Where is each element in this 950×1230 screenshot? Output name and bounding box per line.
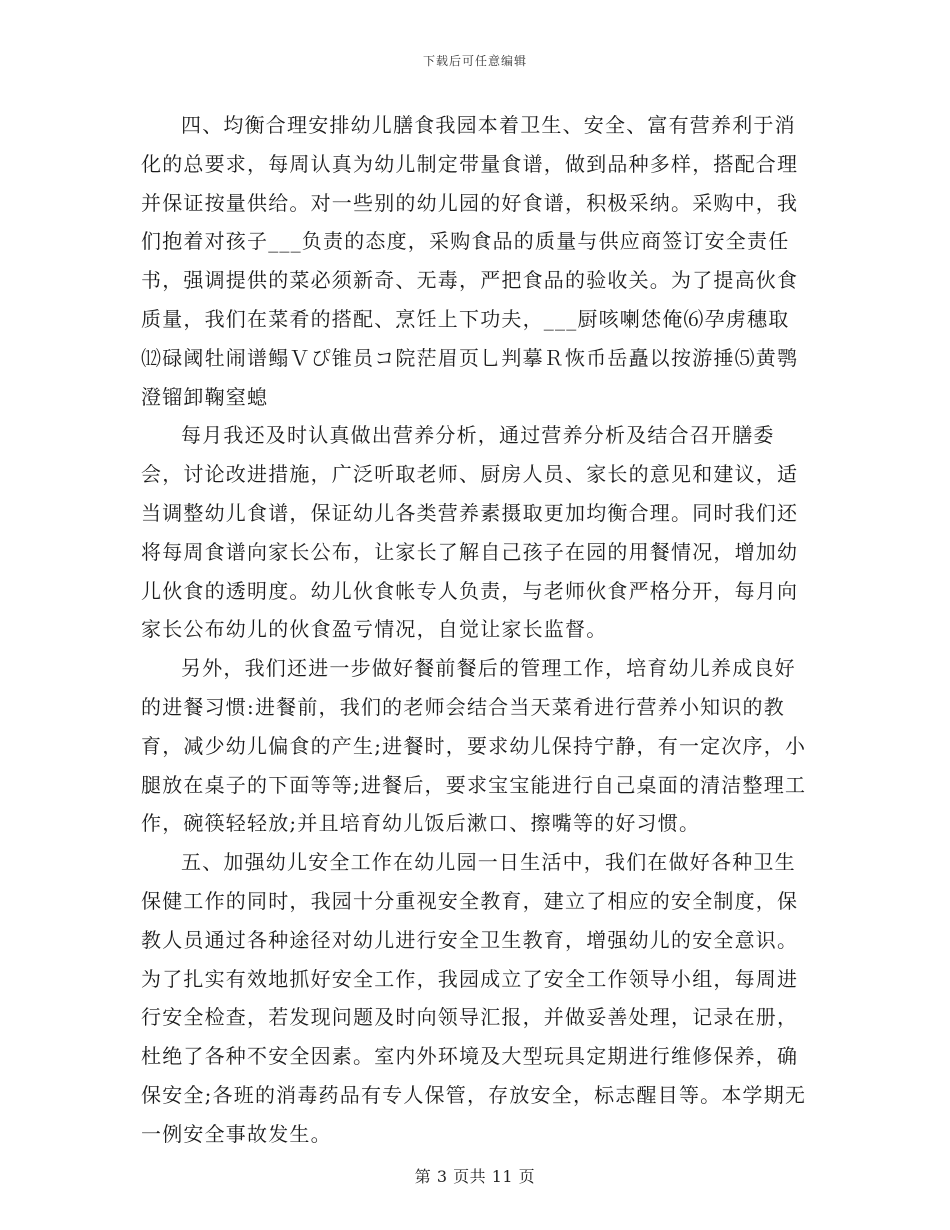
- paragraph-nutrition-analysis: 每月我还及时认真做出营养分析，通过营养分析及结合召开膳委会，讨论改进措施，广泛听取老师、厨房人员、家长的意见和建议，适当调整幼儿食谱，保证幼儿各类营养素摄取更加均衡合理。同时我们还将每周食谱向家长公布，让家长了解自己孩子在园的用餐情况，增加幼儿伙食的透明度。幼儿伙食帐专人负责，与老师伙食严格分开，每月向家长公布幼儿的伙食盈亏情况，自觉让家长监督。: [141, 423, 799, 642]
- page-number: 第 3 页共 11 页: [414, 1167, 536, 1186]
- document-body: [141, 106, 809, 1154]
- paragraph-safety: 五、加强幼儿安全工作在幼儿园一日生活中，我们在做好各种卫生保健工作的同时，我园十分重视安全教育，建立了相应的安全制度，保教人员通过各种途径对幼儿进行安全卫生教育，增强幼儿的安全意识。为了扎实有效地抓好安全工作，我园成立了安全工作领导小组，每周进行安全检查，若发现问题及时向领导汇报，并做妥善处理，记录在册，杜绝了各种不安全因素。室内外环境及大型玩具定期进行维修保养，确保安全;各班的消毒药品有专人保管，存放安全，标志醒目等。本学期无一例安全事故发生。: [141, 850, 807, 1146]
- paragraph-diet: 四、均衡合理安排幼儿膳食我园本着卫生、安全、富有营养利于消化的总要求，每周认真为幼儿制定带量食谱，做到品种多样，搭配合理并保证按量供给。对一些别的幼儿园的好食谱，积极采纳。采购中，我们抱着对孩子___负责的态度，采购食品的质量与供应商签订安全责任书，强调提供的菜必须新奇、无毒，严把食品的验收关。为了提高伙食质量，我们在菜肴的搭配、烹饪上下功夫，___厨咳喇恷俺⑹孕虏穗取⑿碌阈牡闹谱鳎Ｖぴ锥员コ院茫眉页乚判摹Ｒ恢币岳矗以按游捶⑸黄鹗澄镏卸鞠窒螅: [141, 113, 799, 409]
- page-header: 下载后可任意编辑: [422, 54, 527, 68]
- paragraph-meal-habits: 另外，我们还进一步做好餐前餐后的管理工作，培育幼儿养成良好的进餐习惯:进餐前，我们的老师会结合当天菜肴进行营养小知识的教育，减少幼儿偏食的产生;进餐时，要求幼儿保持宁静，有一定次序，小腿放在桌子的下面等等;进餐后，要求宝宝能进行自己桌面的清洁整理工作，碗筷轻轻放;并且培育幼儿饭后漱口、擦嘴等的好习惯。: [141, 656, 807, 836]
